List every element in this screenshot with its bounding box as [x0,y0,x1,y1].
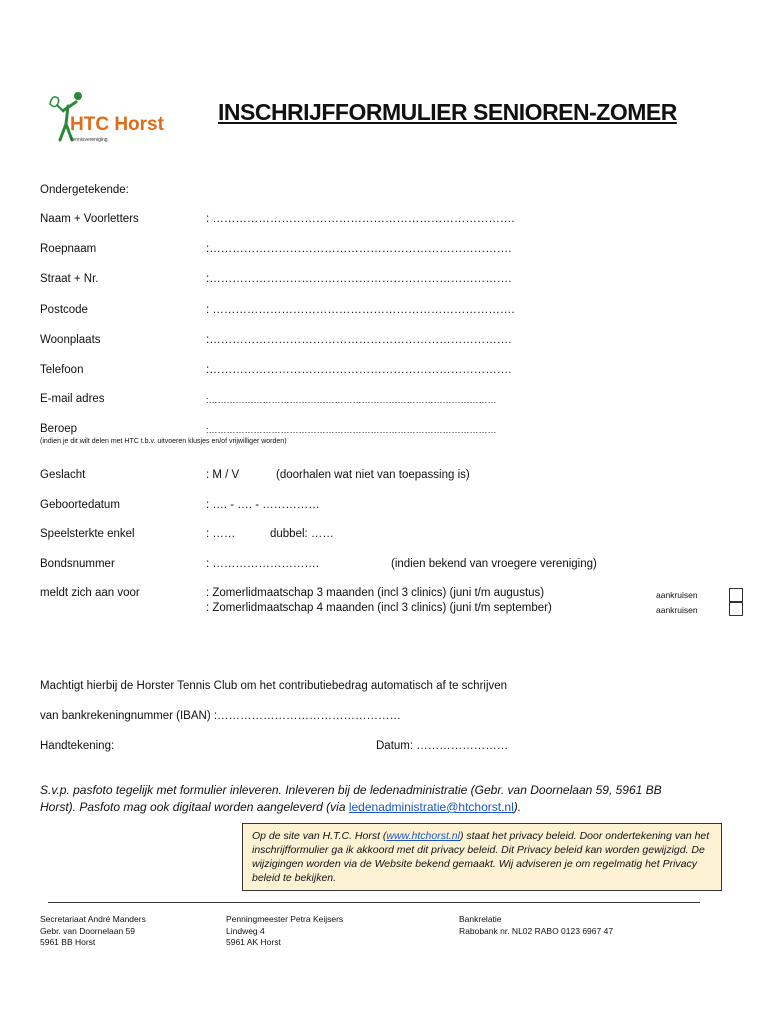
field-value-woonplaats[interactable]: :……………………………………………………………………. [206,334,512,346]
logo-subtitle: Tennisvereniging [70,137,108,143]
membership-hint-3: aankruisen [656,590,698,600]
field-value-telefoon[interactable]: :……………………………………………………………………. [206,364,512,376]
privacy-notice-box: Op de site van H.T.C. Horst (www.htchorst.nl) staat het privacy beleid. Door ondertekening van het inschrijfformulier ga ik akkoord met dit privacy beleid. Dit Privacy beleid kan worden gewijzigd. De wijzigingen worden via de Website bekend gemaakt. Wij adviseren je om regelmatig het Privacy beleid te bekijken. [242,823,722,891]
membership-option-3-maanden: : Zomerlidmaatschap 3 maanden (incl 3 clinics) (juni t/m augustus) [206,587,545,599]
handtekening-label: Handtekening: [40,740,115,752]
bondsnummer-value[interactable]: : ………………………. [206,558,320,570]
membership-label: meldt zich aan voor [40,587,140,599]
machtiging-text: Machtigt hierbij de Horster Tennis Club om het contributiebedrag automatisch af te schrijven [40,680,508,692]
field-value-naam[interactable]: : ……………………………………………………………………. [206,213,515,225]
field-label-beroep: Beroep [40,423,78,435]
footer-penningmeester: Penningmeester Petra Keijsers Lindweg 4 5961 AK Horst [226,914,344,947]
field-label-postcode: Postcode [40,304,88,316]
geslacht-value[interactable]: : M / V [206,469,240,481]
field-value-roepnaam[interactable]: :……………………………………………………………………. [206,243,512,255]
field-label-email: E-mail adres [40,393,105,405]
field-label-roepnaam: Roepnaam [40,243,97,255]
footer-secretariaat: Secretariaat André Manders Gebr. van Doornelaan 59 5961 BB Horst [40,914,146,947]
field-label-straat: Straat + Nr. [40,273,99,285]
speelsterkte-enkel-value[interactable]: : …… [206,528,236,540]
intro-text: Ondergetekende: [40,184,129,196]
footer-bankrelatie: Bankrelatie Rabobank nr. NL02 RABO 0123 6967 47 [459,914,614,936]
iban-field[interactable]: van bankrekeningnummer (IBAN) :………………………………………… [40,710,402,722]
website-link[interactable]: www.htchorst.nl [386,830,460,842]
field-value-postcode[interactable]: : ……………………………………………………………………. [206,304,515,316]
speelsterkte-label: Speelsterkte enkel [40,528,135,540]
membership-checkbox-3-maanden[interactable] [729,588,743,602]
beroep-note: (indien je dit wilt delen met HTC t.b.v. uitvoeren klusjes en/of vrijwilliger worden) [40,438,287,445]
geslacht-label: Geslacht [40,469,86,481]
membership-hint-4: aankruisen [656,605,698,615]
field-label-naam: Naam + Voorletters [40,213,139,225]
geslacht-hint: (doorhalen wat niet van toepassing is) [276,469,470,481]
datum-field[interactable]: Datum: …………………… [376,740,509,752]
field-value-beroep[interactable]: :…………………………………………………………………………………… [206,425,497,435]
bondsnummer-label: Bondsnummer [40,558,115,570]
geboortedatum-label: Geboortedatum [40,499,120,511]
membership-option-4-maanden: : Zomerlidmaatschap 4 maanden (incl 3 clinics) (juni t/m september) [206,602,552,614]
field-label-telefoon: Telefoon [40,364,84,376]
footer-divider [48,902,700,903]
geboortedatum-value[interactable]: : …. - …. - …………… [206,499,320,511]
speelsterkte-dubbel-value[interactable]: dubbel: …… [270,528,334,540]
field-label-woonplaats: Woonplaats [40,334,101,346]
pasfoto-note: S.v.p. pasfoto tegelijk met formulier inleveren. Inleveren bij de ledenadministratie (Gebr. van Doornelaan 59, 5961 BB Horst). Pasfoto mag ook digitaal worden aangeleverd (via ledenadministratie@htchorst.nl). [40,783,662,814]
bondsnummer-hint: (indien bekend van vroegere vereniging) [391,558,597,570]
page-title: INSCHRIJFFORMULIER SENIOREN-ZOMER [218,99,677,125]
membership-checkbox-4-maanden[interactable] [729,602,743,616]
field-value-email[interactable]: :…………………………………………………………………………………… [206,395,497,405]
logo-name: HTC Horst [70,114,164,135]
ledenadministratie-email-link[interactable]: ledenadministratie@htchorst.nl [348,800,514,814]
field-value-straat[interactable]: :……………………………………………………………………. [206,273,512,285]
